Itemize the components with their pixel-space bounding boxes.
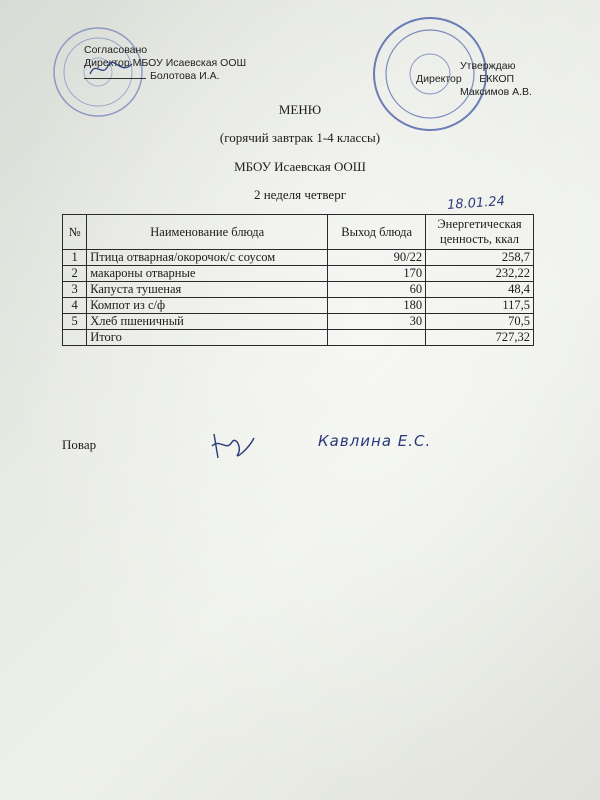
document-subtitle: (горячий завтрак 1-4 классы) [219, 130, 381, 145]
table-row [63, 314, 534, 330]
row-output: 30 [328, 314, 426, 330]
row-num: 2 [63, 266, 87, 282]
row-name: Птица отварная/окорочок/с соусом [87, 250, 328, 266]
row-energy: 232,22 [426, 266, 534, 282]
cook-signature [208, 428, 258, 462]
row-energy: 48,4 [426, 282, 534, 298]
school-name: МБОУ Исаевская ООШ [234, 159, 366, 174]
approval-right-position [416, 73, 532, 86]
menu-table [62, 214, 534, 346]
total-output-cell [328, 330, 426, 346]
week-day: 2 неделя четверг [253, 187, 347, 202]
document-title: МЕНЮ [278, 102, 322, 117]
total-row [63, 330, 534, 346]
approval-left-title: Согласовано [84, 44, 148, 56]
header-name: Наименование блюда [87, 215, 328, 250]
approval-right-org: ЕККОП [479, 73, 515, 85]
total-energy: 727,32 [426, 330, 534, 346]
approval-right-position-label: Директор [416, 73, 462, 85]
header-output: Выход блюда [328, 215, 426, 250]
row-num: 1 [63, 250, 87, 266]
row-output: 90/22 [328, 250, 426, 266]
header-num: № [63, 215, 87, 250]
row-name: Капуста тушеная [87, 282, 328, 298]
total-num-cell [63, 330, 87, 346]
table-row [63, 250, 534, 266]
row-output: 180 [328, 298, 426, 314]
approval-right-block [416, 60, 532, 99]
table-header-row [63, 215, 534, 250]
row-name: Компот из с/ф [87, 298, 328, 314]
approval-right-title: Утверждаю [460, 60, 516, 72]
row-energy: 70,5 [426, 314, 534, 330]
row-output: 60 [328, 282, 426, 298]
row-name: макароны отварные [87, 266, 328, 282]
cook-label: Повар [62, 437, 97, 452]
cook-handwritten-name: Кавлина Е.С. [318, 432, 432, 450]
approval-left-position: Директор МБОУ Исаевская ООШ [84, 57, 247, 69]
table-row [63, 266, 534, 282]
row-num: 4 [63, 298, 87, 314]
header-energy: Энергетическая ценность, ккал [426, 215, 534, 250]
table-row [63, 282, 534, 298]
row-output: 170 [328, 266, 426, 282]
approval-right-name: Максимов А.В. [460, 86, 532, 98]
row-energy: 117,5 [426, 298, 534, 314]
approval-left-name: Болотова И.А. [150, 70, 220, 82]
table-row [63, 298, 534, 314]
row-num: 3 [63, 282, 87, 298]
row-energy: 258,7 [426, 250, 534, 266]
row-name: Хлеб пшеничный [87, 314, 328, 330]
row-num: 5 [63, 314, 87, 330]
total-label: Итого [87, 330, 328, 346]
handwritten-date: 18.01.24 [446, 193, 506, 214]
signature-left [86, 56, 136, 82]
